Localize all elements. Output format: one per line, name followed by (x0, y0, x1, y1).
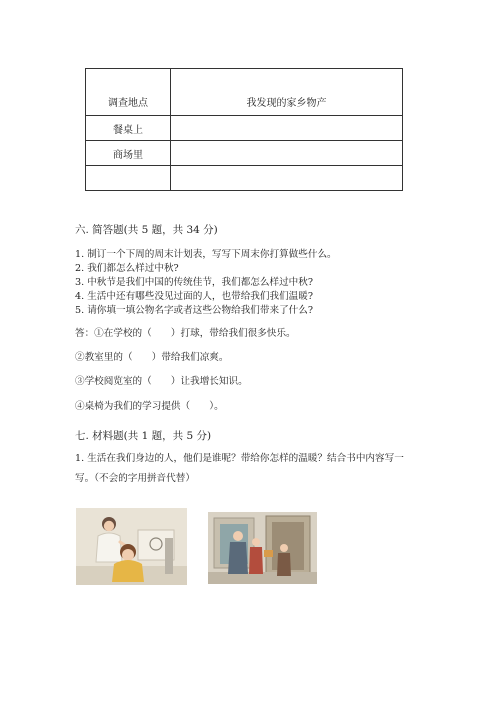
table-cell-products (171, 166, 403, 191)
answer-3: ③学校阅览室的（ ）让我增长知识。 (75, 376, 248, 387)
question-2: 2. 我们都怎么样过中秋? (75, 263, 179, 274)
table-cell-place (86, 166, 171, 191)
answer-4: ④桌椅为我们的学习提供（ ）。 (75, 401, 224, 412)
table-cell-products (171, 116, 403, 141)
table-header-place: 调查地点 (86, 69, 171, 116)
material-question-line1: 1. 生活在我们身边的人，他们是谁呢？带给你怎样的温暖？结合书中内容写一 (75, 453, 404, 464)
illustration-doorway-image (208, 512, 317, 584)
table-cell-place: 商场里 (86, 141, 171, 166)
question-5: 5. 请你填一填公物名字或者这些公物给我们带来了什么? (75, 305, 314, 316)
table-row (86, 116, 403, 141)
table-header-row (86, 69, 403, 116)
question-3: 3. 中秋节是我们中国的传统佳节，我们都怎么样过中秋? (75, 277, 314, 288)
material-question-line2: 写。（不会的字用拼音代替） (75, 473, 195, 484)
section7-title: 七. 材料题(共 1 题，共 5 分) (75, 430, 212, 442)
answer-1: 答：①在学校的（ ）打球，带给我们很多快乐。 (75, 328, 296, 339)
question-1: 1. 制订一个下周的周末计划表，写写下周末你打算做些什么。 (75, 249, 337, 260)
table-row (86, 141, 403, 166)
table-row (86, 166, 403, 191)
illustration-haircut-image (76, 508, 187, 585)
section6-title: 六. 简答题(共 5 题，共 34 分) (75, 224, 218, 236)
answer-2: ②教室里的（ ）带给我们凉爽。 (75, 352, 229, 363)
question-4: 4. 生活中还有哪些没见过面的人，也带给我们我们温暖? (75, 291, 314, 302)
table-cell-place: 餐桌上 (86, 116, 171, 141)
survey-table (85, 68, 403, 191)
table-header-products: 我发现的家乡物产 (171, 69, 403, 116)
table-cell-products (171, 141, 403, 166)
